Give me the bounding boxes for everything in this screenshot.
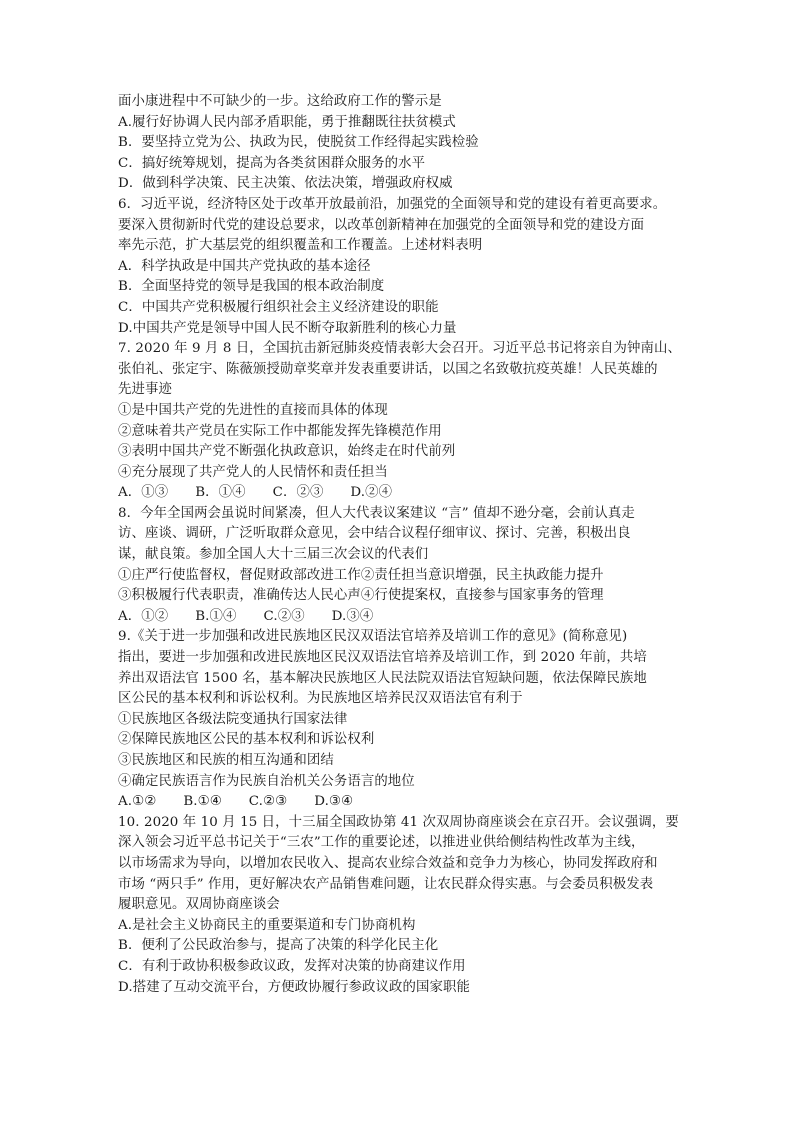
option-line: A．科学执政是中国共产党执政的基本途径 xyxy=(118,258,371,274)
question-10-stem: 以市场需求为导向，以增加农民收入、提高农业综合效益和竞争力为核心，协同发挥政府和 xyxy=(118,855,658,871)
exam-page xyxy=(118,92,698,998)
option-line: B．要坚持立党为公、执政为民，使脱贫工作经得起实践检验 xyxy=(118,135,479,151)
answer-options-line: A．①③ B．①④ C．②③ D.②④ xyxy=(118,485,393,501)
question-10-stem: 市场 “两只手” 作用，更好解决农产品销售难问题，让农民群众得实惠。与会委员积极发表 xyxy=(118,876,654,892)
option-line: B．便利了公民政治参与，提高了决策的科学化民主化 xyxy=(118,938,439,954)
option-line: B．全面坚持党的领导是我国的根本政治制度 xyxy=(118,279,385,295)
text-line: 面小康进程中不可缺少的一步。这给政府工作的警示是 xyxy=(118,94,442,109)
statement-line: ②保障民族地区公民的基本权利和诉讼权利 xyxy=(118,732,375,748)
question-6-stem: 要深入贯彻新时代党的建设总要求，以改革创新精神在加强党的全面领导和党的建设方面 xyxy=(118,217,645,233)
question-7-stem: 7. 2020 年 9 月 8 日，全国抗击新冠肺炎疫情表彰大会召开。习近平总书记将亲自为钟南山、 xyxy=(118,341,682,357)
option-line: C．中国共产党积极履行组织社会主义经济建设的职能 xyxy=(118,299,439,315)
statement-line: ①民族地区各级法院变通执行国家法律 xyxy=(118,711,348,727)
question-7-stem: 张伯礼、张定宇、陈薇颁授勋章奖章并发表重要讲话，以国之名致敬抗疫英雄！人民英雄的 xyxy=(118,361,658,377)
option-line: D.搭建了互动交流平台，方便政协履行参政议政的国家职能 xyxy=(118,979,470,995)
statement-line: ③表明中国共产党不断强化执政意识，始终走在时代前列 xyxy=(118,444,456,460)
option-line: C．搞好统筹规划，提高为各类贫困群众服务的水平 xyxy=(118,155,426,171)
option-line: C．有利于政协积极参政议政，发挥对决策的协商建议作用 xyxy=(118,958,466,974)
statement-line: ②意味着共产党员在实际工作中都能发挥先锋模范作用 xyxy=(118,423,442,439)
option-line: D.中国共产党是领导中国人民不断夺取新胜利的核心力量 xyxy=(118,320,457,336)
question-9-stem: 养出双语法官 1500 名，基本解决民族地区人民法院双语法官短缺问题，依法保障民族地 xyxy=(118,670,647,686)
option-line: A.是社会主义协商民主的重要渠道和专门协商机构 xyxy=(118,917,416,933)
question-10-stem: 履职意见。双周协商座谈会 xyxy=(118,897,280,913)
question-7-stem: 先进事迹 xyxy=(118,382,172,398)
question-6-stem: 率先示范，扩大基层党的组织覆盖和工作覆盖。上述材料表明 xyxy=(118,238,483,254)
statement-line: ①庄严行使监督权，督促财政部改进工作②责任担当意识增强，民主执政能力提升 xyxy=(118,567,604,583)
statement-line: ③民族地区和民族的相互沟通和团结 xyxy=(118,753,334,768)
question-6-stem: 6．习近平说，经济特区处于改革开放最前沿，加强党的全面领导和党的建设有着更高要求。 xyxy=(118,196,667,212)
option-line: D．做到科学决策、民主决策、依法决策，增强政府权威 xyxy=(118,176,453,192)
statement-line: ①是中国共产党的先进性的直接而具体的体现 xyxy=(118,402,388,418)
statement-line: ③积极履行代表职责，准确传达人民心声④行使提案权，直接参与国家事务的管理 xyxy=(118,588,604,604)
answer-options-line: A.①② B.①④ C.②③ D.③④ xyxy=(118,794,354,810)
question-8-stem: 访、座谈、调研，广泛听取群众意见，会中结合议程仔细审议、探讨、完善，积极出良 xyxy=(118,526,631,542)
question-9-stem: 指出，要进一步加强和改进民族地区民汉双语法官培养及培训工作，到 2020 年前，共培 xyxy=(118,650,647,666)
question-10-stem: 深入领会习近平总书记关于“三农”工作的重要论述，以推进业供给侧结构性改革为主线， xyxy=(118,835,645,851)
question-9-stem: 9.《关于进一步加强和改进民族地区民汉双语法官培养及培训工作的意见》(简称意见) xyxy=(118,629,628,645)
question-9-stem: 区公民的基本权利和诉讼权利。为民族地区培养民汉双语法官有利于 xyxy=(118,691,523,707)
question-10-stem: 10. 2020 年 10 月 15 日，十三届全国政协第 41 次双周协商座谈会在京召开。会议强调，要 xyxy=(118,814,679,830)
statement-line: ④充分展现了共产党人的人民情怀和责任担当 xyxy=(118,464,388,480)
statement-line: ④确定民族语言作为民族自治机关公务语言的地位 xyxy=(118,773,415,789)
question-8-stem: 8．今年全国两会虽说时间紧凑，但人大代表议案建议 “言” 值却不逊分毫，会前认真走 xyxy=(118,505,635,521)
question-8-stem: 谋，献良策。参加全国人大十三届三次会议的代表们 xyxy=(118,547,429,563)
answer-options-line: A．①② B.①④ C.②③ D.③④ xyxy=(118,608,374,624)
option-line: A.履行好协调人民内部矛盾职能，勇于推翻既往扶贫模式 xyxy=(118,114,456,130)
